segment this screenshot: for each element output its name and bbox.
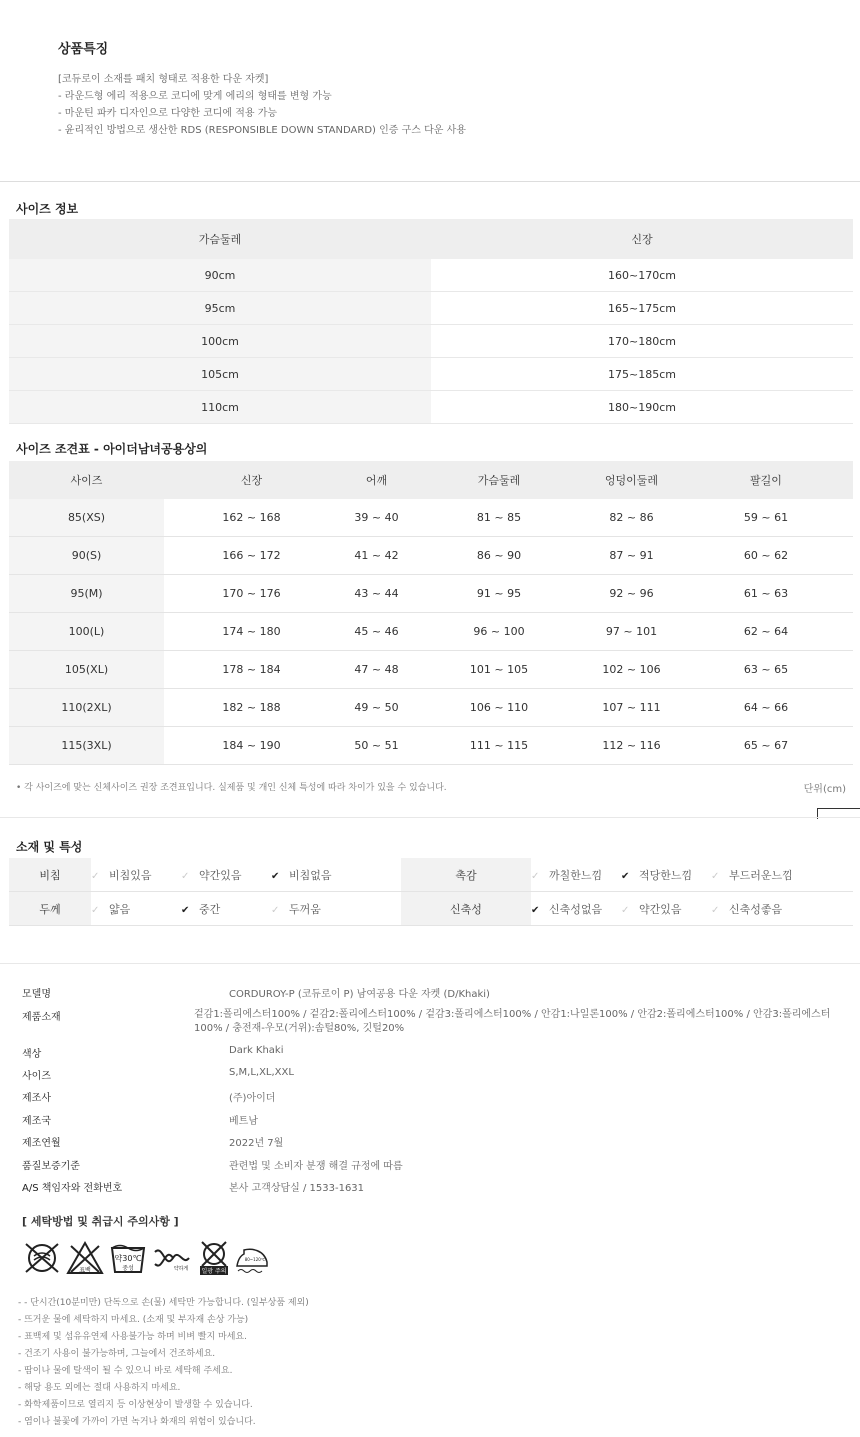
option-stretch: ✓ 신축성좋음: [711, 892, 853, 926]
option-see-through: ✓ 비침있음: [91, 858, 181, 892]
cell: 111 ~ 115: [414, 727, 584, 765]
cell: 90cm: [9, 259, 431, 292]
table-row: [9, 325, 853, 358]
cell: 43 ~ 44: [339, 575, 414, 613]
cell: 45 ~ 46: [339, 613, 414, 651]
feature-line: - 윤리적인 방법으로 생산한 RDS (RESPONSIBLE DOWN STANDARD) 인증 구스 다운 사용: [58, 125, 466, 136]
info-value: 관련법 및 소비자 분쟁 해결 규정에 따름: [229, 1161, 403, 1172]
cell: 166 ~ 172: [164, 537, 339, 575]
cell: 105cm: [9, 358, 431, 391]
cell: 107 ~ 111: [584, 689, 679, 727]
column-header: 신장: [164, 461, 339, 499]
info-value: 겉감1:폴리에스터100% / 겉감2:폴리에스터100% / 겉감3:폴리에스터100% / 안감1:나일론100% / 안감2:폴리에스터100% / 안감3:폴리에스터100% / 충전재-우모(거위):솜털80%, 깃털20%: [194, 1009, 831, 1034]
cell: 175~185cm: [431, 358, 853, 391]
table-row: [9, 358, 853, 391]
cell: 47 ~ 48: [339, 651, 414, 689]
info-key: 색상: [22, 1049, 42, 1060]
cell: 100(L): [9, 613, 164, 651]
wring-label: 약하게: [173, 1266, 189, 1272]
column-header: 신장: [431, 219, 853, 259]
features-title: 상품특징: [58, 42, 109, 57]
cell: 91 ~ 95: [414, 575, 584, 613]
no-bleach-icon: [65, 1240, 105, 1276]
cell: 82 ~ 86: [584, 499, 679, 537]
no-tumble-dry-icon: [22, 1240, 62, 1276]
care-line: - 건조기 사용이 불가능하며, 그늘에서 건조하세요.: [18, 1349, 216, 1359]
column-header: 사이즈: [9, 461, 164, 499]
cell: 110cm: [9, 391, 431, 424]
info-value: Dark Khaki: [229, 1045, 284, 1056]
cell: 39 ~ 40: [339, 499, 414, 537]
material-title: 소재 및 특성: [16, 840, 83, 854]
divider: [0, 963, 860, 964]
check-icon: ✓: [271, 904, 280, 916]
cell: 62 ~ 64: [679, 613, 853, 651]
option-thickness: ✓ 얇음: [91, 892, 181, 926]
table-row: [9, 575, 853, 613]
option-stretch: ✔ 신축성없음: [531, 892, 621, 926]
care-line: - 염이나 불꽃에 가까이 가면 녹거나 화재의 위험이 있습니다.: [18, 1417, 256, 1427]
cell: 95(M): [9, 575, 164, 613]
option-see-through: ✓ 약간있음: [181, 858, 271, 892]
care-line: - 땀이나 물에 탈색이 될 수 있으니 바로 세탁해 주세요.: [18, 1366, 233, 1376]
option-texture: ✔ 적당한느낌: [621, 858, 711, 892]
option-thickness: ✓ 두꺼움: [271, 892, 401, 926]
info-value: (주)아이더: [229, 1093, 276, 1104]
iron-icon: [234, 1240, 270, 1276]
cell: 59 ~ 61: [679, 499, 853, 537]
divider: [0, 181, 860, 182]
check-icon: ✔: [621, 870, 630, 882]
material-row: [9, 892, 853, 926]
table-row: [9, 259, 853, 292]
care-line: - 뜨거운 물에 세탁하지 마세요. (소재 및 부자재 손상 가능): [18, 1315, 249, 1325]
info-value: CORDUROY-P (코듀로이 P) 남여공용 다운 자켓 (D/Khaki): [229, 989, 490, 1000]
cell: 102 ~ 106: [584, 651, 679, 689]
info-key: 제조국: [22, 1116, 51, 1127]
cell: 105(XL): [9, 651, 164, 689]
table-row: [9, 537, 853, 575]
option-stretch: ✓ 약간있음: [621, 892, 711, 926]
care-instructions: [18, 1295, 309, 1431]
iron-temp-label: 80~120℃: [244, 1257, 266, 1262]
check-icon: ✓: [531, 870, 540, 882]
check-icon: ✓: [621, 904, 630, 916]
size-info-title: 사이즈 정보: [16, 202, 79, 216]
size-info-table: [9, 219, 853, 424]
check-icon: ✓: [181, 870, 190, 882]
info-key: 제조연월: [22, 1138, 61, 1149]
check-icon: ✓: [91, 870, 100, 882]
info-key: 제조사: [22, 1093, 51, 1104]
option-texture: ✓ 부드러운느낌: [711, 858, 853, 892]
table-row: [9, 499, 853, 537]
table-row: [9, 292, 853, 325]
bleach-label: 표백: [79, 1267, 91, 1274]
table-row: [9, 391, 853, 424]
cell: 110(2XL): [9, 689, 164, 727]
care-line: - 표백제 및 섬유유연제 사용불가능 하며 비벼 빨지 마세요.: [18, 1332, 247, 1342]
size-chart-table: [9, 461, 853, 765]
info-key: 사이즈: [22, 1071, 51, 1082]
cell: 100cm: [9, 325, 431, 358]
column-header: 엉덩이둘레: [584, 461, 679, 499]
check-icon: ✓: [711, 904, 720, 916]
check-icon: ✔: [271, 870, 280, 882]
option-thickness: ✔ 중간: [181, 892, 271, 926]
option-texture: ✓ 까칠한느낌: [531, 858, 621, 892]
cell: 170 ~ 176: [164, 575, 339, 613]
check-icon: ✔: [531, 904, 540, 916]
cell: 87 ~ 91: [584, 537, 679, 575]
wash-title: [ 세탁방법 및 취급시 주의사항 ]: [22, 1215, 179, 1228]
cell: 165~175cm: [431, 292, 853, 325]
info-key: 모델명: [22, 989, 51, 1000]
size-chart-title: 사이즈 조견표 - 아이더남녀공용상의: [16, 442, 208, 456]
cell: 95cm: [9, 292, 431, 325]
table-row: [9, 689, 853, 727]
material-table: [9, 858, 853, 926]
info-key: 제품소재: [22, 1012, 61, 1023]
cell: 61 ~ 63: [679, 575, 853, 613]
check-icon: ✔: [181, 904, 190, 916]
cell: 64 ~ 66: [679, 689, 853, 727]
product-features: [58, 38, 466, 139]
info-key: A/S 책임자와 전화번호: [22, 1183, 123, 1194]
cell: 50 ~ 51: [339, 727, 414, 765]
care-line: - 해당 용도 외에는 절대 사용하지 마세요.: [18, 1383, 181, 1393]
material-row: [9, 858, 853, 892]
column-header: 어깨: [339, 461, 414, 499]
divider: [0, 817, 860, 818]
table-row: [9, 651, 853, 689]
info-value: 2022년 7월: [229, 1138, 284, 1149]
cell: 92 ~ 96: [584, 575, 679, 613]
info-value: 본사 고객상담실 / 1533-1631: [229, 1183, 365, 1194]
sun-label: 일광 주의: [201, 1268, 227, 1275]
check-icon: ✓: [91, 904, 100, 916]
cell: 60 ~ 62: [679, 537, 853, 575]
size-chart-note: • 각 사이즈에 맞는 신체사이즈 권장 조견표입니다. 실제품 및 개인 신체 특성에 따라 차이가 있을 수 있습니다.: [16, 783, 447, 793]
cell: 41 ~ 42: [339, 537, 414, 575]
cell: 63 ~ 65: [679, 651, 853, 689]
material-label: 두께: [9, 892, 91, 926]
no-sun-dry-icon: [194, 1240, 234, 1276]
check-icon: ✓: [711, 870, 720, 882]
table-row: [9, 613, 853, 651]
cell: 96 ~ 100: [414, 613, 584, 651]
cell: 178 ~ 184: [164, 651, 339, 689]
column-header: 팔길이: [679, 461, 853, 499]
cell: 162 ~ 168: [164, 499, 339, 537]
care-line: - - 단시간(10분미만) 단독으로 손(물) 세탁만 가능합니다. (일부상품 제외): [18, 1298, 309, 1308]
cell: 97 ~ 101: [584, 613, 679, 651]
cell: 86 ~ 90: [414, 537, 584, 575]
cell: 182 ~ 188: [164, 689, 339, 727]
cell: 180~190cm: [431, 391, 853, 424]
gentle-wring-icon: [151, 1240, 191, 1276]
cell: 174 ~ 180: [164, 613, 339, 651]
cell: 106 ~ 110: [414, 689, 584, 727]
material-label: 신축성: [401, 892, 531, 926]
cell: 90(S): [9, 537, 164, 575]
care-line: - 화학제품이므로 열리지 등 이상현상이 발생할 수 있습니다.: [18, 1400, 253, 1410]
cell: 160~170cm: [431, 259, 853, 292]
cell: 65 ~ 67: [679, 727, 853, 765]
feature-line: - 라운드형 에리 적용으로 코디에 맞게 에리의 형태를 변형 가능: [58, 91, 332, 102]
dry-clean-icon: [108, 1240, 148, 1276]
cell: 115(3XL): [9, 727, 164, 765]
option-see-through: ✔ 비침없음: [271, 858, 401, 892]
cell: 81 ~ 85: [414, 499, 584, 537]
detergent-label: 중성: [122, 1265, 134, 1272]
temperature-label: 약30℃: [114, 1254, 142, 1263]
cell: 170~180cm: [431, 325, 853, 358]
material-label: 비침: [9, 858, 91, 892]
column-header: 가슴둘레: [414, 461, 584, 499]
unit-label: 단위(cm): [803, 784, 846, 795]
info-value: S,M,L,XL,XXL: [229, 1067, 294, 1078]
table-row: [9, 727, 853, 765]
cell: 112 ~ 116: [584, 727, 679, 765]
info-key: 품질보증기준: [22, 1161, 80, 1172]
cell: 101 ~ 105: [414, 651, 584, 689]
material-label: 촉감: [401, 858, 531, 892]
cell: 49 ~ 50: [339, 689, 414, 727]
cell: 85(XS): [9, 499, 164, 537]
info-value: 베트남: [229, 1116, 258, 1127]
cell: 184 ~ 190: [164, 727, 339, 765]
feature-line: [코듀로이 소재를 패치 형태로 적용한 다운 자켓]: [58, 74, 269, 85]
feature-line: - 마운틴 파카 디자인으로 다양한 코디에 적용 가능: [58, 108, 278, 119]
column-header: 가슴둘레: [9, 219, 431, 259]
